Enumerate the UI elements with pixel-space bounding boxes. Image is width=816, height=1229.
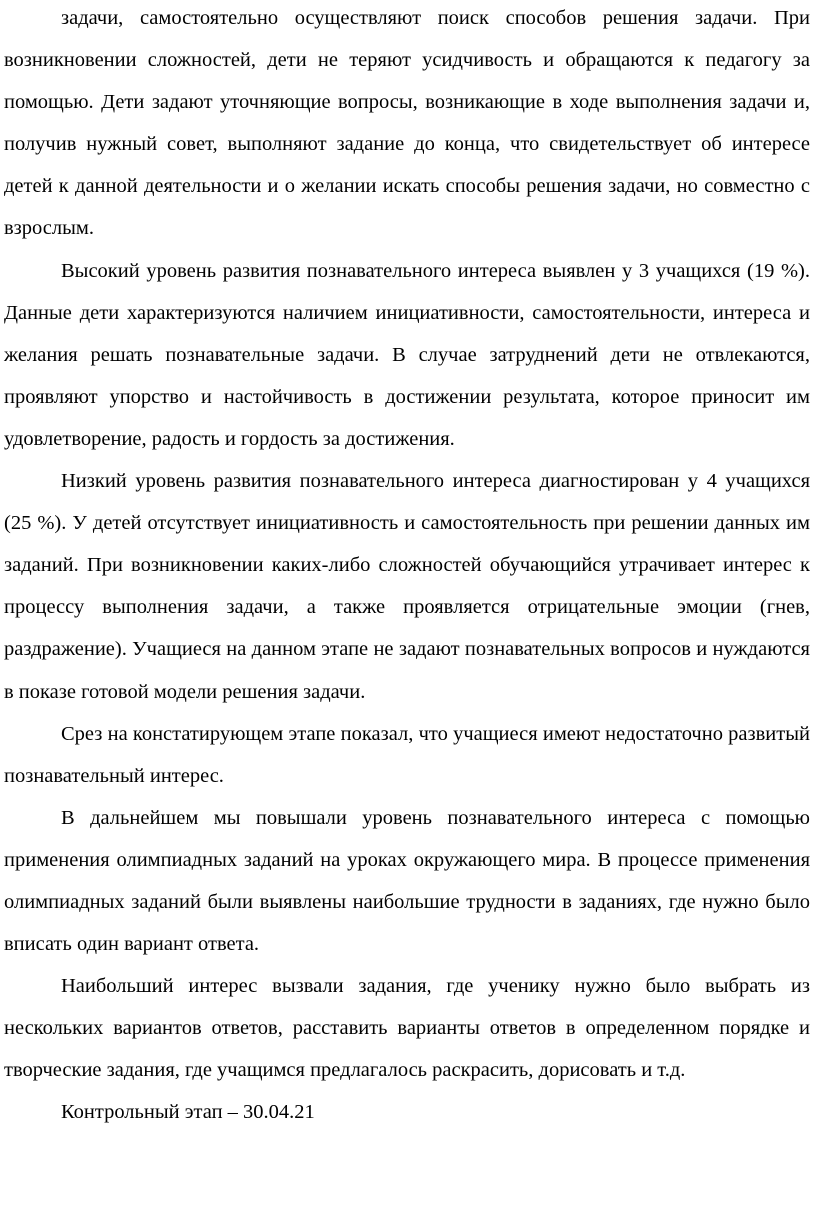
paragraph-low-level: Низкий уровень развития познавательного интереса диагностирован у 4 учащихся (25 %). У детей отсутствует инициативность и самостоятельность при решении данных им заданий. При возникновении каких-либо сложностей обучающийся утрачивает интерес к процессу выполнения задачи, а также проявляется отрицательные эмоции (гнев, раздражение). Учащиеся на данном этапе не задают познавательных вопросов и нуждаются в показе готовой модели решения задачи. <box>4 470 810 703</box>
paragraph-ascertaining-summary: Срез на констатирующем этапе показал, что учащиеся имеют недостаточно развитый познавательный интерес. <box>4 722 810 787</box>
paragraph-control-stage: Контрольный этап – 30.04.21 <box>61 1101 315 1124</box>
paragraph-greatest-interest: Наибольший интерес вызвали задания, где ученику нужно было выбрать из нескольких вариантов ответов, расставить варианты ответов в определенном порядке и творческие задания, где учащимся предлагалось раскрасить, дорисовать и т.д. <box>4 975 810 1082</box>
paragraph-high-level: Высокий уровень развития познавательного интереса выявлен у 3 учащихся (19 %). Данные дети характеризуются наличием инициативности, самостоятельности, интереса и желания решать познавательные задачи. В случае затруднений дети не отвлекаются, проявляют упорство и настойчивость в достижении результата, которое приносит им удовлетворение, радость и гордость за достижения. <box>4 259 810 450</box>
paragraph-intro-continuation: задачи, самостоятельно осуществляют поиск способов решения задачи. При возникновении сложностей, дети не теряют усидчивость и обращаются к педагогу за помощью. Дети задают уточняющие вопросы, возникающие в ходе выполнения задачи и, получив нужный совет, выполняют задание до конца, что свидетельствует об интересе детей к данной деятельности и о желании искать способы решения задачи, но совместно с взрослым. <box>4 7 810 240</box>
paragraph-olympiad-tasks: В дальнейшем мы повышали уровень познавательного интереса с помощью применения олимпиадных заданий на уроках окружающего мира. В процессе применения олимпиадных заданий были выявлены наибольшие трудности в заданиях, где нужно было вписать один вариант ответа. <box>4 806 810 956</box>
